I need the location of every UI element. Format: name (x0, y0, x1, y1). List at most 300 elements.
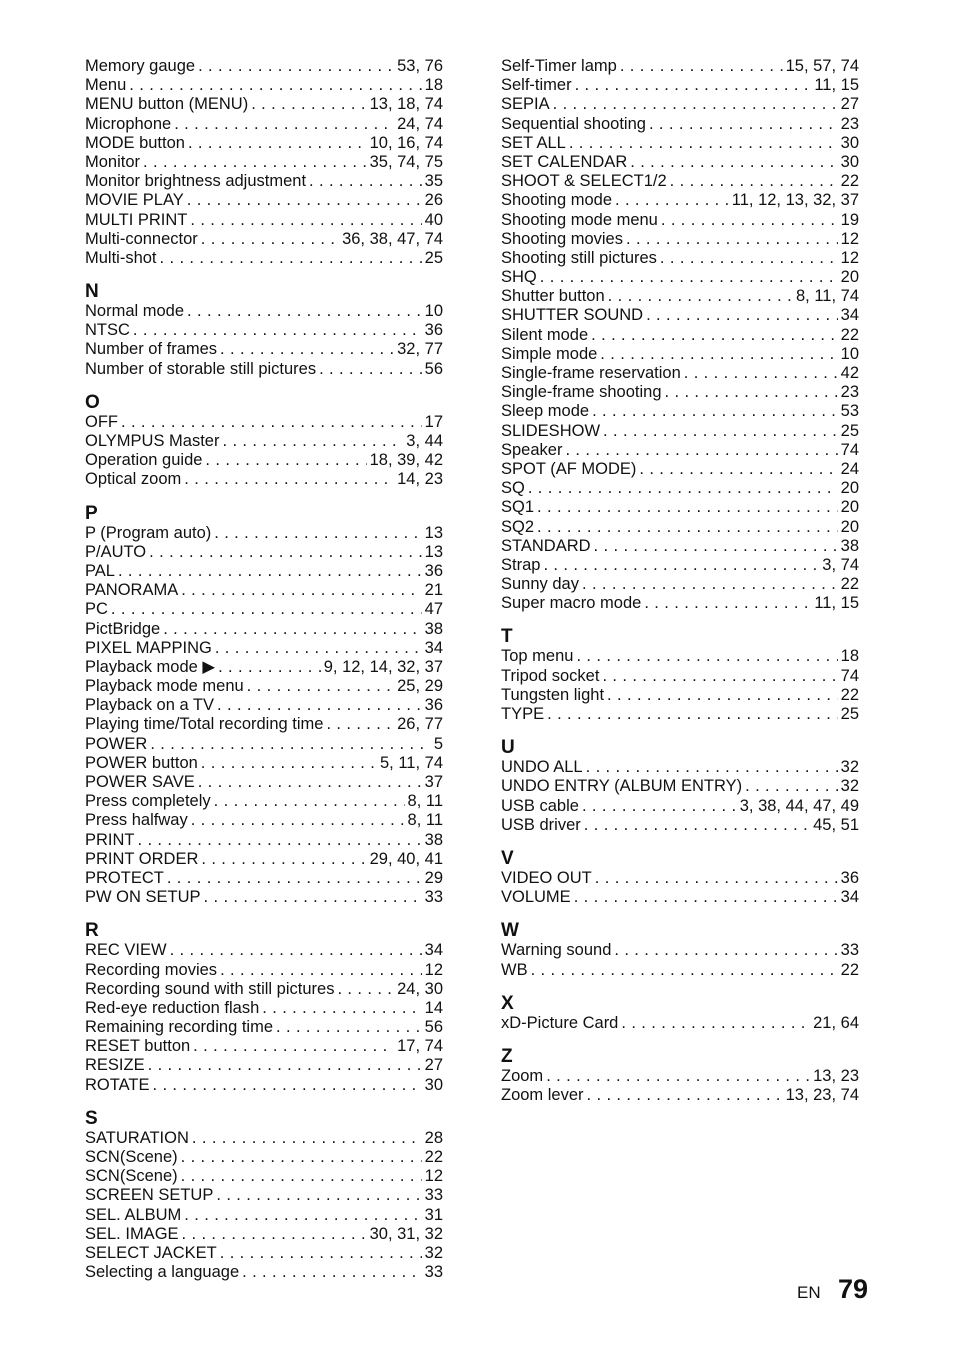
index-page-refs: 22 (840, 575, 859, 594)
index-entry (501, 777, 859, 796)
index-page-refs: 25 (840, 421, 859, 440)
index-term: SQ (501, 479, 525, 498)
index-entry (85, 95, 443, 114)
dot-leader (592, 402, 838, 421)
dot-leader (138, 831, 422, 850)
index-entry (501, 249, 859, 268)
index-entry (85, 57, 443, 76)
index-entry (85, 76, 443, 95)
index-page-refs: 10 (840, 344, 859, 363)
index-term: Shooting mode menu (501, 210, 658, 229)
index-page-refs: 42 (840, 364, 859, 382)
dot-leader (276, 1018, 422, 1037)
dot-leader (190, 211, 421, 230)
index-term: Recording sound with still pictures (85, 979, 335, 998)
dot-leader (188, 134, 367, 153)
index-page-refs: 13, 23, 74 (785, 1086, 859, 1105)
index-page-refs: 30, 31, 32 (369, 1224, 443, 1243)
dot-leader (167, 869, 422, 888)
index-entry (501, 869, 859, 888)
index-page-refs: 8, 11 (407, 811, 443, 830)
dot-leader (569, 134, 838, 153)
dot-leader (163, 620, 421, 639)
index-page-refs: 26 (424, 191, 443, 210)
index-term: PictBridge (85, 619, 161, 638)
index-page-refs: 24, 74 (397, 114, 443, 133)
dot-leader (537, 518, 838, 537)
index-term: Zoom (501, 1066, 544, 1085)
index-term: Self-Timer lamp (501, 57, 617, 75)
index-term: Sunny day (501, 575, 579, 594)
index-page-refs: 38 (424, 619, 443, 638)
index-page-refs: 32, 77 (397, 340, 443, 359)
index-term: SET ALL (501, 133, 566, 152)
index-entry (85, 620, 443, 639)
dot-leader (621, 1014, 810, 1033)
dot-leader (174, 115, 394, 134)
index-term: MOVIE PLAY (85, 191, 184, 210)
index-entry (85, 1244, 443, 1263)
index-page-refs: 13 (424, 542, 443, 561)
index-term: VOLUME (501, 888, 571, 907)
section-letter-heading: V (501, 847, 514, 869)
index-page-refs: 27 (840, 95, 859, 114)
index-page-refs: 22 (840, 172, 859, 191)
dot-leader (547, 705, 838, 724)
index-entry (85, 735, 443, 754)
index-entry (85, 340, 443, 359)
dot-leader (337, 980, 394, 999)
index-term: OFF (85, 412, 118, 431)
dot-leader (216, 1186, 421, 1205)
index-entry (85, 451, 443, 470)
index-page-refs: 37 (424, 773, 443, 791)
index-term: Silent mode (501, 325, 589, 344)
index-page-refs: 35, 74, 75 (369, 152, 443, 171)
index-entry (85, 677, 443, 696)
index-page-refs: 25, 29 (397, 677, 443, 696)
index-page-refs: 30 (840, 152, 859, 171)
dot-leader (218, 658, 321, 677)
index-page-refs: 33 (424, 888, 443, 907)
index-section (85, 57, 443, 268)
dot-leader (242, 1263, 422, 1282)
dot-leader (660, 249, 838, 268)
index-term: Warning sound (501, 941, 612, 960)
index-page-refs: 20 (840, 517, 859, 536)
index-page-refs: 3, 38, 44, 47, 49 (739, 796, 859, 815)
index-page-refs: 32 (840, 758, 859, 777)
index-entry (85, 413, 443, 432)
index-entry (501, 888, 859, 907)
dot-leader (152, 1076, 421, 1095)
index-section (85, 391, 443, 490)
index-entry (501, 594, 859, 613)
dot-leader (670, 172, 838, 191)
index-entry (85, 1225, 443, 1244)
index-column-left (85, 57, 443, 1294)
index-section (85, 919, 443, 1095)
index-term: POWER SAVE (85, 773, 195, 791)
index-entry (85, 773, 443, 792)
index-page-refs: 53, 76 (397, 57, 443, 75)
index-page-refs: 12 (840, 229, 859, 248)
index-entry (501, 647, 859, 666)
index-entry (85, 696, 443, 715)
index-page-refs: 25 (424, 248, 443, 267)
index-term: SCN(Scene) (85, 1148, 178, 1166)
index-term: Monitor (85, 152, 141, 171)
index-term: SET CALENDAR (501, 152, 628, 171)
footer-language-label: EN (797, 1283, 821, 1302)
index-section (501, 847, 859, 907)
index-term: SELECT JACKET (85, 1243, 217, 1262)
index-term: Normal mode (85, 302, 185, 321)
index-entry (85, 1263, 443, 1282)
index-entry (85, 1076, 443, 1095)
index-section (85, 1107, 443, 1283)
index-term: Operation guide (85, 451, 203, 470)
index-page-refs: 24 (840, 459, 859, 478)
dot-leader (214, 524, 421, 543)
index-page-refs: 32 (424, 1243, 443, 1262)
index-entry (501, 1014, 859, 1033)
index-term: SPOT (AF MODE) (501, 459, 637, 478)
index-entry (501, 686, 859, 705)
index-entry (501, 172, 859, 191)
index-entry (501, 705, 859, 724)
index-term: Single-frame shooting (501, 383, 662, 402)
index-entry (85, 792, 443, 811)
index-term: SEL. ALBUM (85, 1205, 182, 1224)
index-term: POWER (85, 734, 148, 753)
dot-leader (205, 451, 366, 470)
dot-leader (565, 441, 837, 460)
index-page-refs: 17 (424, 412, 443, 431)
index-term: Shutter button (501, 287, 605, 306)
index-term: Multi-connector (85, 229, 198, 248)
dot-leader (582, 797, 737, 816)
dot-leader (537, 498, 838, 517)
index-entry (501, 115, 859, 134)
index-entry (85, 543, 443, 562)
dot-leader (198, 57, 394, 76)
dot-leader (262, 999, 421, 1018)
index-entry (85, 153, 443, 172)
index-page-refs: 18, 39, 42 (369, 451, 443, 470)
index-page-refs: 20 (840, 479, 859, 498)
index-page-refs: 5, 11, 74 (380, 753, 443, 772)
index-term: RESET button (85, 1037, 191, 1056)
index-entry (85, 961, 443, 980)
index-section (85, 502, 443, 908)
index-term: SQ1 (501, 498, 535, 517)
index-section (501, 625, 859, 724)
index-entry (85, 134, 443, 153)
index-page-refs: 56 (424, 1018, 443, 1037)
index-page-refs: 13 (424, 523, 443, 542)
index-entry (85, 172, 443, 191)
index-term: Self-timer (501, 76, 572, 95)
index-entry (85, 888, 443, 907)
index-term: PAL (85, 561, 115, 580)
index-entry (85, 115, 443, 134)
index-term: MULTI PRINT (85, 210, 188, 229)
index-entry (501, 460, 859, 479)
index-page-refs: 33 (424, 1186, 443, 1205)
index-entry (501, 306, 859, 325)
index-term: Sequential shooting (501, 114, 646, 133)
index-page-refs: 8, 11 (407, 792, 443, 811)
index-entry (85, 524, 443, 543)
section-letter-heading: X (501, 992, 514, 1014)
index-page-refs: 24, 30 (397, 979, 443, 998)
index-page-refs: 36 (424, 561, 443, 580)
index-entry (501, 941, 859, 960)
index-page-refs: 14 (424, 998, 443, 1017)
dot-leader (326, 715, 394, 734)
index-term: Number of storable still pictures (85, 359, 317, 378)
index-entry (501, 134, 859, 153)
index-page-refs: 19 (840, 210, 859, 229)
index-entry (85, 1056, 443, 1075)
index-term: xD-Picture Card (501, 1013, 619, 1032)
dot-leader (586, 758, 838, 777)
index-page-refs: 56 (424, 359, 443, 378)
dot-leader (215, 639, 422, 658)
index-page-refs: 22 (840, 325, 859, 344)
index-page-refs: 14, 23 (397, 470, 443, 489)
index-entry (501, 1086, 859, 1105)
section-letter-heading: O (85, 391, 100, 413)
index-section (501, 992, 859, 1033)
index-term: SHOOT & SELECT1/2 (501, 172, 667, 191)
index-page-refs: 5 (433, 734, 443, 753)
index-page-refs: 10, 16, 74 (369, 133, 443, 152)
index-entry (85, 360, 443, 379)
index-section (501, 919, 859, 979)
dot-leader (574, 888, 838, 907)
index-term: Shooting still pictures (501, 248, 657, 267)
dot-leader (111, 600, 422, 619)
index-term: Tripod socket (501, 666, 600, 685)
dot-leader (639, 460, 837, 479)
dot-leader (603, 422, 838, 441)
index-entry (501, 479, 859, 498)
index-term: PIXEL MAPPING (85, 638, 212, 657)
index-term: Playback mode menu (85, 677, 244, 696)
index-page-refs: 21, 64 (813, 1013, 859, 1032)
index-page-refs: 34 (424, 941, 443, 960)
dot-leader (187, 302, 422, 321)
index-page-refs: 38 (424, 830, 443, 849)
index-entry (85, 562, 443, 581)
footer-page-number: 79 (838, 1274, 869, 1304)
index-entry (501, 498, 859, 517)
dot-leader (201, 754, 377, 773)
index-term: OLYMPUS Master (85, 432, 220, 450)
index-term: SHUTTER SOUND (501, 306, 644, 325)
index-page-refs: 35 (424, 172, 443, 191)
dot-leader (600, 345, 837, 364)
index-entry (85, 1186, 443, 1205)
dot-leader (222, 432, 403, 451)
index-page-refs: 34 (424, 638, 443, 657)
section-letter-heading: U (501, 737, 515, 759)
index-page-refs: 26, 77 (397, 715, 443, 734)
section-letter-heading: P (85, 502, 98, 524)
index-entry (85, 999, 443, 1018)
index-page-refs: 40 (424, 210, 443, 229)
index-entry (501, 76, 859, 95)
dot-leader (626, 230, 838, 249)
dot-leader (684, 364, 838, 383)
dot-leader (614, 941, 837, 960)
index-entry (85, 980, 443, 999)
index-term: Simple mode (501, 344, 598, 363)
dot-leader (630, 153, 837, 172)
index-page-refs: 11, 15 (814, 594, 859, 613)
index-page-refs: 29, 40, 41 (369, 849, 443, 868)
dot-leader (181, 1167, 422, 1186)
index-term: Super macro mode (501, 594, 642, 613)
dot-leader (584, 816, 810, 835)
index-entry (501, 402, 859, 421)
index-page-refs: 22 (840, 960, 859, 979)
index-page-refs: 74 (840, 440, 859, 459)
index-entry (501, 268, 859, 287)
index-page-refs: 22 (840, 685, 859, 704)
section-letter-heading: W (501, 920, 519, 942)
dot-leader (251, 95, 366, 114)
index-term: Press completely (85, 792, 211, 811)
dot-leader (649, 115, 838, 134)
index-page-refs: 20 (840, 268, 859, 287)
section-letter-heading: Z (501, 1045, 513, 1067)
index-page-refs: 27 (424, 1056, 443, 1075)
index-page-refs: 74 (840, 666, 859, 685)
index-term: ROTATE (85, 1075, 150, 1094)
index-term: Optical zoom (85, 470, 182, 489)
index-term: Press halfway (85, 811, 188, 830)
index-entry (501, 441, 859, 460)
dot-leader (745, 777, 838, 796)
index-page-refs: 38 (840, 536, 859, 555)
index-entry (85, 581, 443, 600)
index-term: Playback mode ▶ (85, 657, 216, 676)
dot-leader (607, 686, 838, 705)
index-term: P (Program auto) (85, 523, 212, 542)
index-entry (501, 1067, 859, 1086)
index-page-refs: 30 (424, 1075, 443, 1094)
index-column-right (501, 57, 859, 1117)
index-page-refs: 29 (424, 868, 443, 887)
index-term: Selecting a language (85, 1263, 240, 1282)
index-term: PC (85, 600, 108, 619)
index-page-refs: 18 (840, 647, 859, 666)
index-page-refs: 25 (840, 705, 859, 723)
index-page-refs: 13, 23 (813, 1066, 859, 1085)
index-term: SLIDESHOW (501, 421, 601, 440)
dot-leader (182, 1225, 367, 1244)
dot-leader (576, 647, 837, 666)
index-entry (85, 470, 443, 489)
index-entry (501, 191, 859, 210)
index-term: MENU button (MENU) (85, 95, 249, 114)
dot-leader (602, 667, 837, 686)
index-entry (85, 211, 443, 230)
index-entry (85, 831, 443, 850)
dot-leader (217, 696, 422, 715)
index-term: PW ON SETUP (85, 888, 201, 907)
index-page-refs: 3, 44 (406, 432, 443, 450)
index-page-refs: 34 (840, 306, 859, 325)
index-term: MODE button (85, 133, 185, 152)
index-term: NTSC (85, 321, 130, 340)
dot-leader (192, 1129, 422, 1148)
dot-leader (201, 230, 339, 249)
dot-leader (214, 792, 405, 811)
index-term: UNDO ENTRY (ALBUM ENTRY) (501, 777, 743, 796)
index-page-refs: 3, 74 (822, 555, 859, 574)
index-page-refs: 12 (840, 248, 859, 267)
dot-leader (191, 811, 405, 830)
dot-leader (540, 268, 838, 287)
index-term: Monitor brightness adjustment (85, 172, 307, 191)
index-page-refs: 28 (424, 1128, 443, 1147)
dot-leader (143, 153, 367, 172)
dot-leader (595, 869, 838, 888)
index-term: SATURATION (85, 1128, 189, 1147)
dot-leader (184, 1206, 421, 1225)
dot-leader (620, 57, 783, 76)
index-entry (85, 658, 443, 677)
index-entry (501, 961, 859, 980)
dot-leader (319, 360, 422, 379)
index-page-refs: 23 (840, 383, 859, 402)
index-entry (85, 321, 443, 340)
index-entry (501, 364, 859, 383)
index-section (501, 1045, 859, 1105)
dot-leader (198, 773, 422, 792)
index-term: SEPIA (501, 95, 550, 114)
index-entry (85, 754, 443, 773)
dot-leader (148, 1056, 422, 1075)
index-entry (501, 383, 859, 402)
section-letter-heading: T (501, 626, 513, 648)
index-entry (85, 850, 443, 869)
dot-leader (181, 581, 421, 600)
index-term: Sleep mode (501, 402, 590, 421)
index-term: Playing time/Total recording time (85, 715, 324, 734)
index-term: Shooting mode (501, 191, 612, 210)
index-entry (85, 249, 443, 268)
index-term: Single-frame reservation (501, 364, 681, 382)
index-entry (501, 345, 859, 364)
dot-leader (160, 249, 422, 268)
index-term: PANORAMA (85, 581, 179, 600)
index-term: Top menu (501, 647, 574, 666)
index-entry (501, 816, 859, 835)
index-page-refs: 10 (424, 302, 443, 321)
index-page-refs: 13, 18, 74 (369, 95, 443, 114)
index-entry (501, 230, 859, 249)
index-entry (501, 758, 859, 777)
index-entry (501, 57, 859, 76)
index-page-refs: 23 (840, 114, 859, 133)
index-page-refs: 31 (424, 1205, 443, 1224)
index-page-refs: 12 (424, 960, 443, 979)
